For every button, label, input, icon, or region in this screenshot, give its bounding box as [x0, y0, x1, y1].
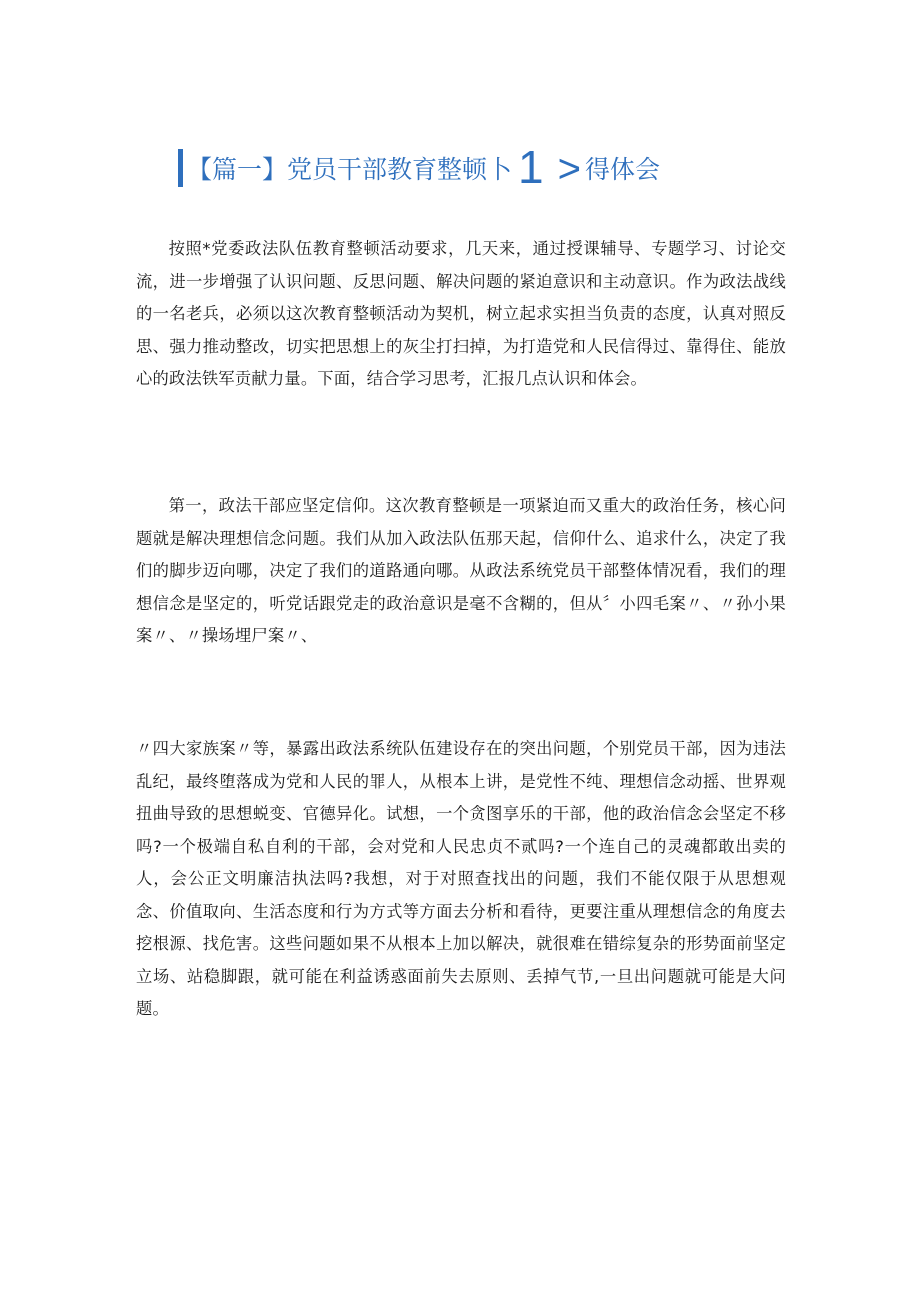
body-paragraph-1 — [136, 233, 786, 396]
title-main-text: 【篇一】党员干部教育整顿卜 — [187, 155, 513, 184]
paragraph-text: 〃四大家族案〃等，暴露出政法系统队伍建设存在的突出问题，个别党员干部，因为违法乱纪，最终堕落成为党和人民的罪人，从根本上讲，是党性不纯、理想信念动摇、世界观扭曲导致的思想蜕变、官德异化。试想，一个贪图享乐的干部，他的政治信念会坚定不移吗?一个极端自私自利的干部，会对党和人民忠贞不贰吗?一个连自己的灵魂都敢出卖的人，会公正文明廉洁执法吗?我想，对于对照查找出的问题，我们不能仅限于从思想观念、价值取向、生活态度和行为方式等方面去分析和看待，更要注重从理想信念的角度去挖根源、找危害。这些问题如果不从根本上加以解决，就很难在错综复杂的形势面前坚定立场、站稳脚跟，就可能在利益诱惑面前失去原则、丢掉气节,一旦出问题就可能是大问题。 — [136, 739, 786, 1018]
paragraph-text: 第一，政法干部应坚定信仰。这次教育整顿是一项紧迫而又重大的政治任务，核心问题就是解决理想信念问题。我们从加入政法队伍那天起，信仰什么、追求什么，决定了我们的脚步迈向哪，决定了我们的道路通向哪。从政法系统党员干部整体情况看，我们的理想信念是坚定的，听党话跟党走的政治意识是毫不含糊的，但从〞小四毛案〃、〃孙小果案〃、〃操场埋尸案〃、 — [136, 496, 786, 645]
paragraph-text: 按照*党委政法队伍教育整顿活动要求，几天来，通过授课辅导、专题学习、讨论交流，进一步增强了认识问题、反思问题、解决问题的紧迫意识和主动意识。作为政法战线的一名老兵，必须以这次教育整顿活动为契机，树立起求实担当负责的态度，认真对照反思、强力推动整改，切实把思想上的灰尘打扫掉，为打造党和人民信得过、靠得住、能放心的政法铁军贡献力量。下面，结合学习思考，汇报几点认识和体会。 — [136, 239, 786, 388]
title-bar-marker — [178, 149, 183, 187]
title-number: 1 — [518, 141, 544, 193]
body-paragraph-2 — [136, 490, 786, 653]
body-paragraph-3 — [136, 733, 786, 1026]
title-tail-text: 得体会 — [584, 155, 660, 184]
document-title — [178, 142, 698, 192]
title-symbol: > — [557, 147, 581, 191]
